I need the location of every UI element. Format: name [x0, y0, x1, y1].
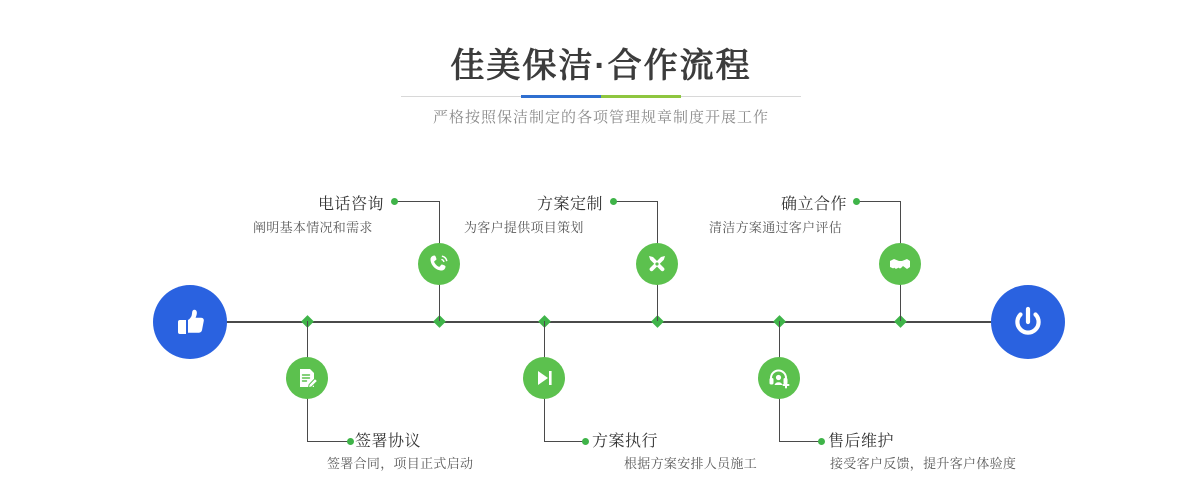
- connector-endpoint: [610, 198, 617, 205]
- page-title: 佳美保洁·合作流程: [450, 47, 752, 85]
- tools-icon: [645, 252, 669, 276]
- node-label-1: 电话咨询: [318, 196, 385, 213]
- connector-horizontal: [544, 441, 584, 442]
- node-icon-handshake[interactable]: [879, 243, 921, 285]
- title-divider: [401, 95, 801, 98]
- connector-horizontal: [394, 201, 439, 202]
- node-label-5: 确立合作: [781, 196, 848, 213]
- connector-vertical: [439, 201, 440, 217]
- node-label-4: 方案执行: [592, 433, 659, 450]
- play-forward-icon: [532, 366, 556, 390]
- connector-horizontal: [307, 441, 349, 442]
- phone-icon: [427, 252, 451, 276]
- connector-endpoint: [853, 198, 860, 205]
- connector-horizontal: [779, 441, 820, 442]
- node-icon-tools[interactable]: [636, 243, 678, 285]
- node-icon-play-forward[interactable]: [523, 357, 565, 399]
- node-desc-6: 接受客户反馈，提升客户体验度: [830, 456, 1017, 471]
- node-label-6: 售后维护: [828, 433, 895, 450]
- node-desc-4: 根据方案安排人员施工: [624, 456, 758, 471]
- node-icon-headset-add[interactable]: [758, 357, 800, 399]
- connector-vertical: [900, 201, 901, 217]
- divider-accent-blue: [521, 95, 601, 98]
- handshake-icon: [888, 252, 912, 276]
- node-desc-5: 清洁方案通过客户评估: [709, 220, 843, 235]
- node-desc-2: 签署合同，项目正式启动: [327, 456, 474, 471]
- thumbs-up-icon: [170, 302, 210, 342]
- connector-horizontal: [856, 201, 900, 202]
- connector-horizontal: [613, 201, 657, 202]
- connector-endpoint: [391, 198, 398, 205]
- connector-endpoint: [818, 438, 825, 445]
- node-label-2: 签署协议: [355, 433, 422, 450]
- headset-add-icon: [767, 366, 791, 390]
- node-icon-phone[interactable]: [418, 243, 460, 285]
- start-node[interactable]: [153, 285, 227, 359]
- end-node[interactable]: [991, 285, 1065, 359]
- connector-endpoint: [347, 438, 354, 445]
- node-desc-1: 阐明基本情况和需求: [253, 220, 373, 235]
- connector-vertical: [657, 201, 658, 217]
- connector-endpoint: [582, 438, 589, 445]
- page-subtitle: 严格按照保洁制定的各项管理规章制度开展工作: [432, 109, 769, 126]
- divider-accent-green: [601, 95, 681, 98]
- power-icon: [1008, 302, 1048, 342]
- node-icon-document-edit[interactable]: [286, 357, 328, 399]
- node-label-3: 方案定制: [537, 196, 604, 213]
- document-edit-icon: [295, 366, 319, 390]
- node-desc-3: 为客户提供项目策划: [464, 220, 584, 235]
